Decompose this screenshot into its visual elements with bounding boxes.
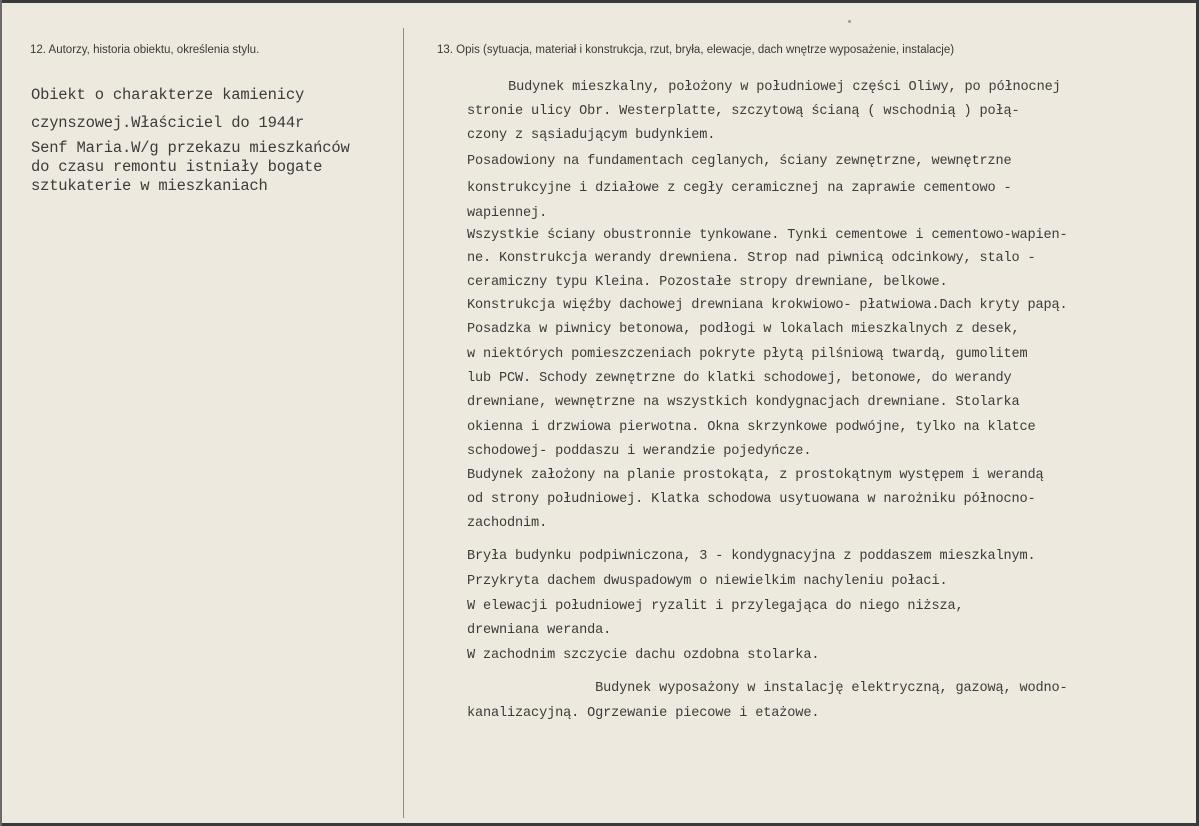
description-line: zachodnim. xyxy=(467,516,548,531)
description-line: kanalizacyjną. Ogrzewanie piecowe i etażowe. xyxy=(467,706,820,721)
description-line: W zachodnim szczycie dachu ozdobna stolarka. xyxy=(467,648,820,663)
description-line: ceramiczny typu Kleina. Pozostałe stropy drewniane, belkowe. xyxy=(467,275,948,290)
card-border-top xyxy=(0,0,1199,3)
description-line: Posadowiony na fundamentach ceglanych, ściany zewnętrzne, wewnętrzne xyxy=(467,154,1012,169)
description-line: Budynek założony na planie prostokąta, z prostokątnym występem i werandą xyxy=(467,468,1044,483)
description-line: Budynek mieszkalny, położony w południowej części Oliwy, po północnej xyxy=(436,80,1061,95)
description-line: Konstrukcja więźby dachowej drewniana krokwiowo- płatwiowa.Dach kryty papą. xyxy=(467,298,1068,313)
description-line: konstrukcyjne i działowe z cegły ceramicznej na zaprawie cementowo - xyxy=(467,181,1012,196)
description-line: schodowej- poddaszu i werandzie pojedyńcze. xyxy=(467,444,812,459)
description-line: ne. Konstrukcja werandy drewniena. Strop nad piwnicą odcinkowy, stalo - xyxy=(467,251,1036,266)
left-text-line: czynszowej.Właściciel do 1944r xyxy=(31,114,305,132)
description-line: drewniana weranda. xyxy=(467,623,612,638)
description-line: czony z sąsiadującym budynkiem. xyxy=(467,128,716,143)
section-13-heading: 13. Opis (sytuacja, materiał i konstrukcja, rzut, bryła, elewacje, dach wnętrze wyposażenie, instalacje) xyxy=(437,44,955,56)
left-text-line: sztukaterie w mieszkaniach xyxy=(31,177,268,195)
left-text-line: Senf Maria.W/g przekazu mieszkańców xyxy=(31,139,350,157)
description-line: Budynek wyposażony w instalację elektryczną, gazową, wodno- xyxy=(467,681,1068,696)
description-line: lub PCW. Schody zewnętrzne do klatki schodowej, betonowe, do werandy xyxy=(467,371,1012,386)
description-line: Przykryta dachem dwuspadowym o niewielkim nachyleniu połaci. xyxy=(467,574,948,589)
description-line: w niektórych pomieszczeniach pokryte płytą pilśniową twardą, gumolitem xyxy=(467,347,1028,362)
description-line: W elewacji południowej ryzalit i przylegająca do niego niższa, xyxy=(467,599,964,614)
description-line: Posadzka w piwnicy betonowa, podłogi w lokalach mieszkalnych z desek, xyxy=(467,322,1020,337)
description-line: Wszystkie ściany obustronnie tynkowane. Tynki cementowe i cementowo-wapien- xyxy=(467,228,1068,243)
description-line: drewniane, wewnętrzne na wszystkich kondygnacjach drewniane. Stolarka xyxy=(467,395,1020,410)
left-text-line: do czasu remontu istniały bogate xyxy=(31,158,323,176)
card-border-left xyxy=(0,0,2,826)
paper-speck xyxy=(848,20,851,23)
description-line: okienna i drzwiowa pierwotna. Okna skrzynkowe podwójne, tylko na klatce xyxy=(467,420,1036,435)
section-12-heading: 12. Autorzy, historia obiektu, określenia stylu. xyxy=(30,44,260,56)
column-divider xyxy=(403,28,404,818)
description-line: wapiennej. xyxy=(467,206,548,221)
description-line: od strony południowej. Klatka schodowa usytuowana w narożniku północno- xyxy=(467,492,1036,507)
left-text-line: Obiekt o charakterze kamienicy xyxy=(31,86,305,104)
description-line: Bryła budynku podpiwniczona, 3 - kondygnacyjna z poddaszem mieszkalnym. xyxy=(467,549,1036,564)
description-line: stronie ulicy Obr. Westerplatte, szczytową ścianą ( wschodnią ) połą- xyxy=(467,104,1020,119)
